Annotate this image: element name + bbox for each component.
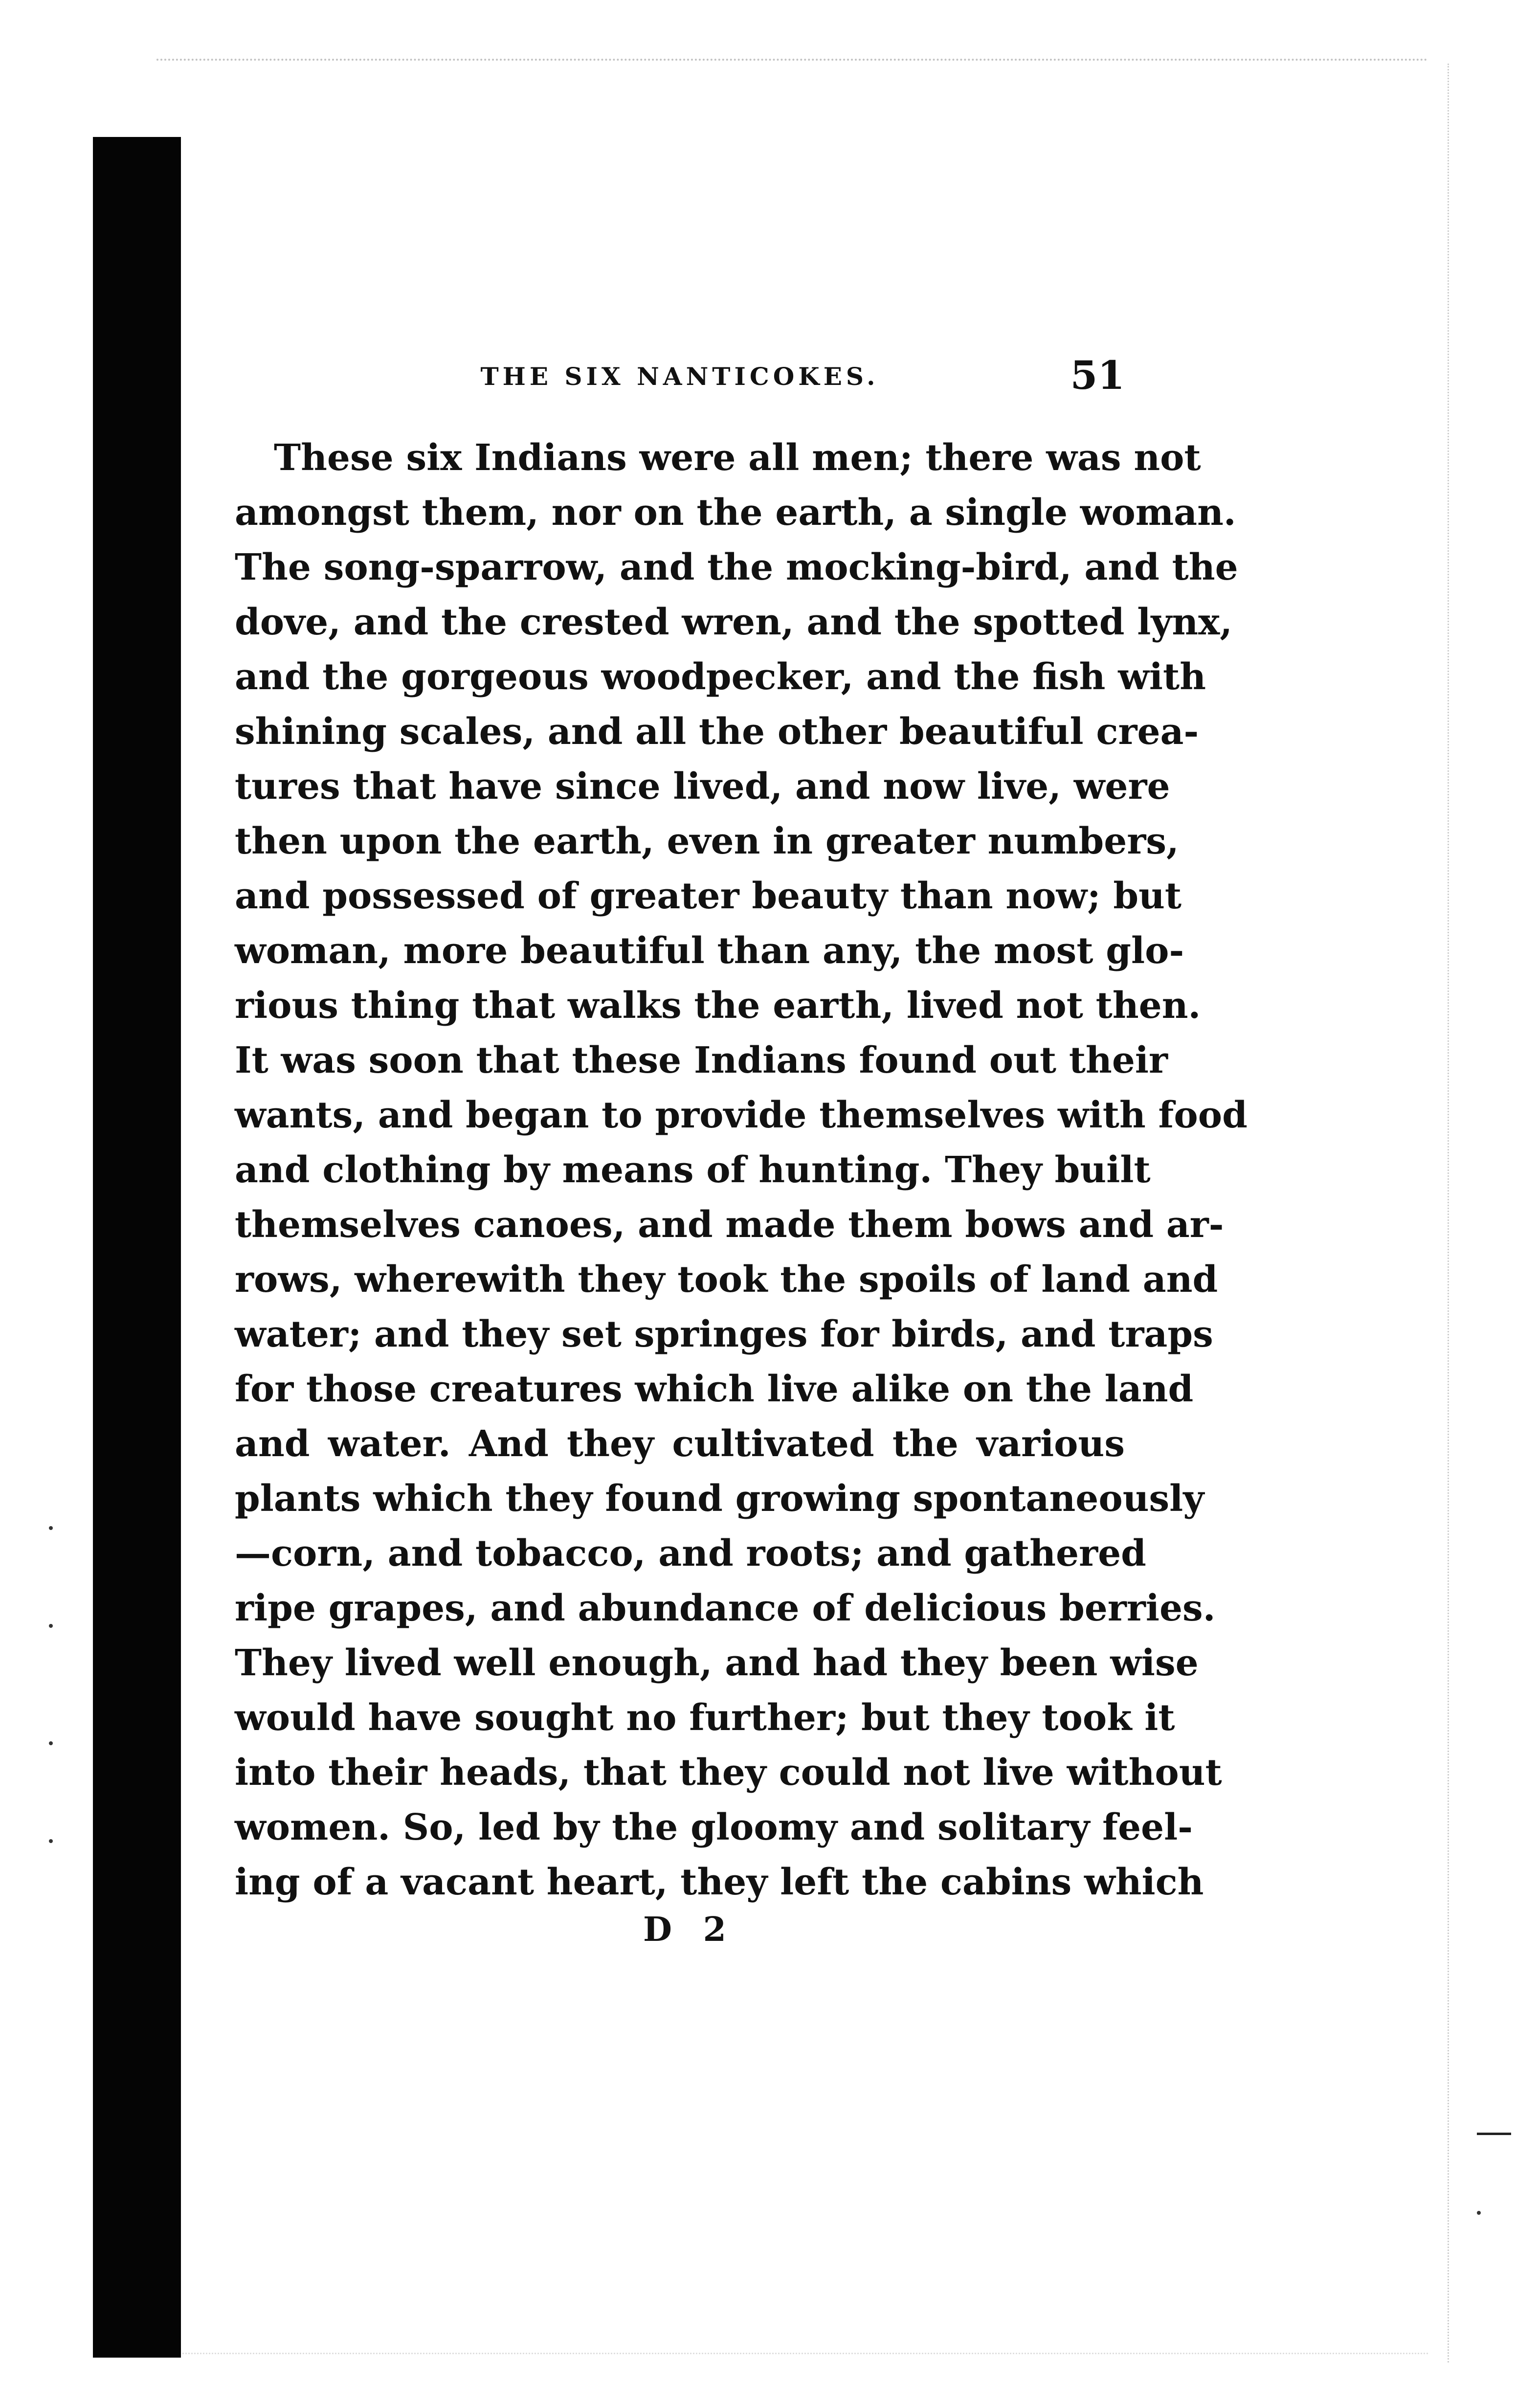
signature-mark: D 2 <box>643 1910 736 1949</box>
text-line: The song-sparrow, and the mocking-bird, and the <box>235 546 1238 588</box>
text-line: then upon the earth, even in greater numbers, <box>235 820 1179 862</box>
text-line: tures that have since lived, and now live, were <box>235 765 1170 808</box>
text-line: ripe grapes, and abundance of delicious berries. <box>235 1587 1216 1629</box>
text-line: They lived well enough, and had they been wise <box>235 1642 1199 1684</box>
text-line: —corn, and tobacco, and roots; and gathered <box>235 1532 1146 1575</box>
margin-mark <box>49 1526 53 1530</box>
text-line: themselves canoes, and made them bows and ar- <box>235 1204 1224 1246</box>
scan-top-edge <box>156 59 1428 69</box>
text-line: These six Indians were all men; there was not <box>274 437 1201 479</box>
text-line: wants, and began to provide themselves with food <box>235 1094 1248 1136</box>
text-line: It was soon that these Indians found out their <box>235 1039 1168 1081</box>
scan-right-edge <box>1448 64 1454 2363</box>
binding-shadow <box>93 137 181 2358</box>
text-line: amongst them, nor on the earth, a single woman. <box>235 492 1236 534</box>
text-line: into their heads, that they could not live without <box>235 1752 1222 1794</box>
page-number: 51 <box>1070 352 1125 398</box>
text-line: woman, more beautiful than any, the most glo- <box>235 930 1184 972</box>
text-line: for those creatures which live alike on the land <box>235 1368 1194 1410</box>
text-line: women. So, led by the gloomy and solitary feel- <box>235 1806 1193 1848</box>
margin-mark <box>49 1839 53 1843</box>
margin-mark <box>49 1741 53 1745</box>
text-line: and possessed of greater beauty than now; but <box>235 875 1182 917</box>
text-line: and clothing by means of hunting. They built <box>235 1149 1151 1191</box>
text-line: and water. And they cultivated the various <box>235 1423 1125 1465</box>
text-line: and the gorgeous woodpecker, and the fish with <box>235 656 1206 698</box>
text-line: would have sought no further; but they took it <box>235 1697 1175 1739</box>
text-line: dove, and the crested wren, and the spotted lynx, <box>235 601 1233 643</box>
margin-mark <box>49 1624 53 1628</box>
text-line: plants which they found growing spontaneously <box>235 1478 1204 1520</box>
text-line: shining scales, and all the other beautiful crea- <box>235 711 1199 753</box>
text-line: ing of a vacant heart, they left the cabins which <box>235 1861 1204 1903</box>
scan-bottom-edge <box>156 2348 1428 2354</box>
text-line: water; and they set springes for birds, and traps <box>235 1313 1213 1355</box>
margin-rule <box>1477 2133 1511 2135</box>
body-text <box>235 430 1248 1910</box>
text-line: rious thing that walks the earth, lived not then. <box>235 985 1201 1027</box>
running-title: THE SIX NANTICOKES. <box>480 362 879 391</box>
text-line: rows, wherewith they took the spoils of land and <box>235 1259 1218 1301</box>
margin-mark <box>1477 2211 1481 2215</box>
running-head <box>235 352 1125 406</box>
